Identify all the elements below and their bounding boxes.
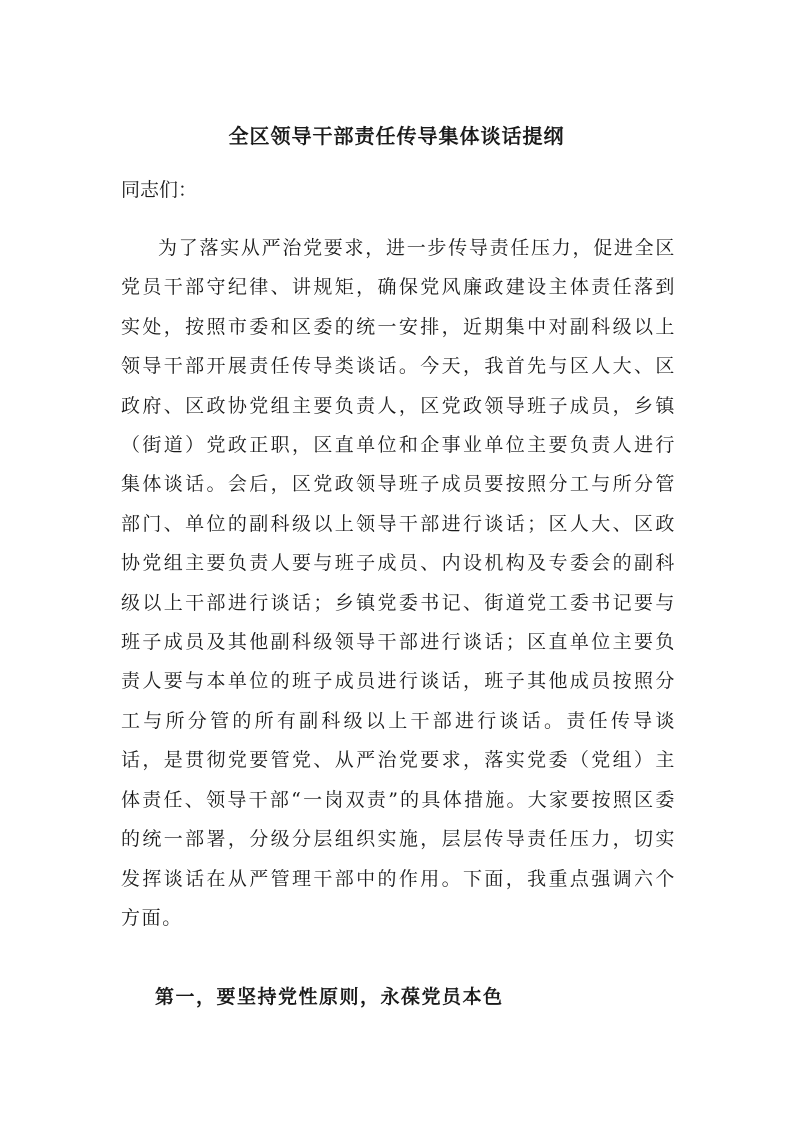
intro-paragraph: 为了落实从严治党要求，进一步传导责任压力，促进全区党员干部守纪律、讲规矩，确保党风廉政建设主体责任落到实处，按照市委和区委的统一安排，近期集中对副科级以上领导干部开展责任传导类谈话。今天，我首先与区人大、区政府、区政协党组主要负责人，区党政领导班子成员，乡镇（街道）党政正职，区直单位和企事业单位主要负责人进行集体谈话。会后，区党政领导班子成员要按照分工与所分管部门、单位的副科级以上领导干部进行谈话；区人大、区政协党组主要负责人要与班子成员、内设机构及专委会的副科级以上干部进行谈话；乡镇党委书记、街道党工委书记要与班子成员及其他副科级领导干部进行谈话；区直单位主要负责人要与本单位的班子成员进行谈话，班子其他成员按照分工与所分管的所有副科级以上干部进行谈话。责任传导谈话，是贯彻党要管党、从严治党要求，落实党委（党组）主体责任、领导干部“一岗双责”的具体措施。大家要按照区委的统一部署，分级分层组织实施，层层传导责任压力，切实发挥谈话在从严管理干部中的作用。下面，我重点强调六个方面。	[121, 237, 676, 929]
salutation: 同志们：	[121, 179, 198, 201]
document-title: 全区领导干部责任传导集体谈话提纲	[228, 124, 565, 148]
section-heading-1: 第一，要坚持党性原则，永葆党员本色	[155, 986, 504, 1008]
